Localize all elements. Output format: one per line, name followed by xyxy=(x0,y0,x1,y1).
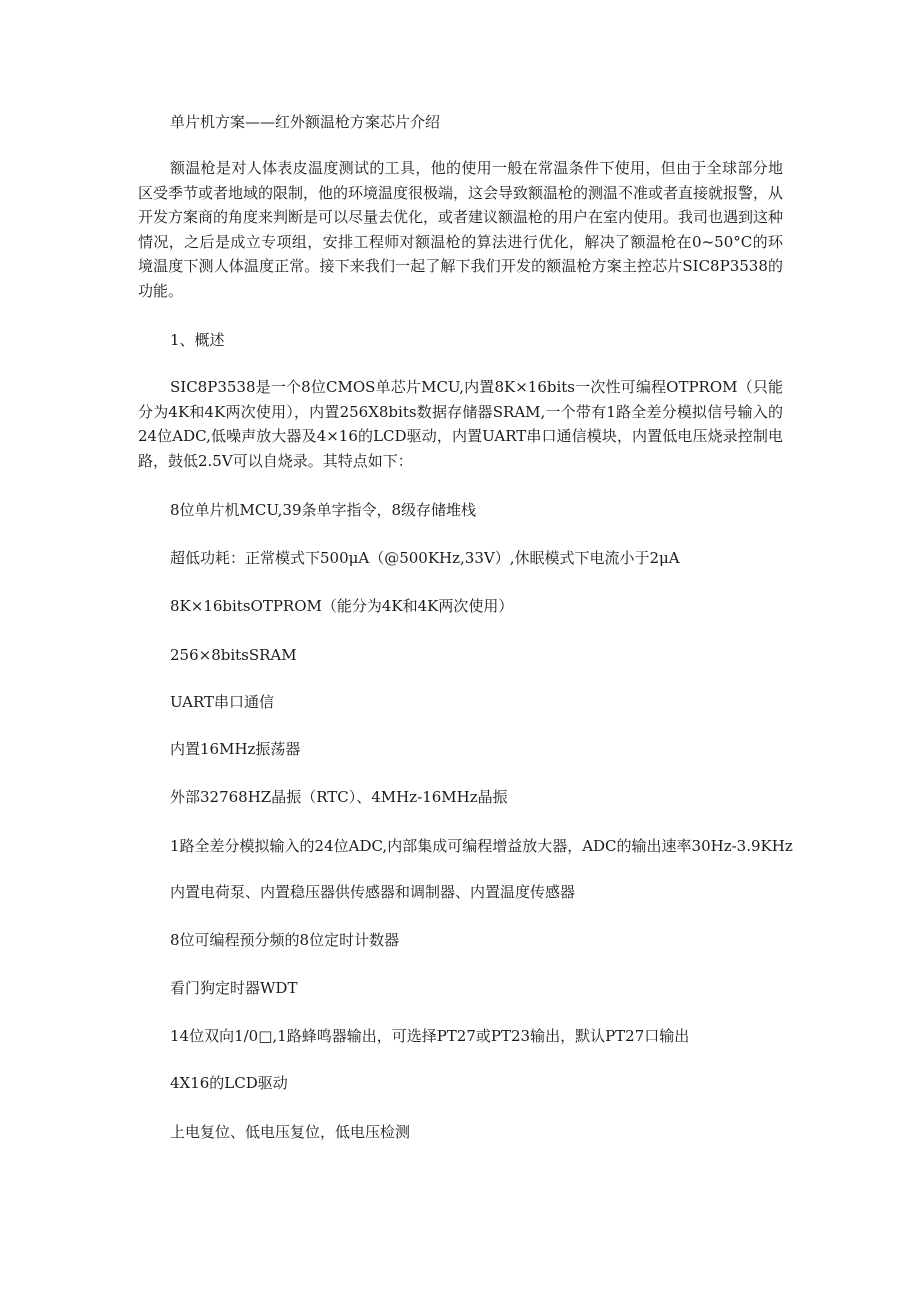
feature-item: 内置电荷泵、内置稳压器供传感器和调制器、内置温度传感器 xyxy=(170,883,576,901)
feature-item: 8K×16bitsOTPROM（能分为4K和4K两次使用） xyxy=(170,597,514,615)
feature-item: UART串口通信 xyxy=(170,693,275,711)
feature-item: 8位单片机MCU,39条单字指令，8级存储堆栈 xyxy=(170,501,477,519)
feature-item: 14位双向1/0□,1路蜂鸣器输出，可选择PT27或PT23输出，默认PT27口输出 xyxy=(170,1027,690,1045)
feature-item: 超低功耗：正常模式下500μA（@500KHz,33V）,休眠模式下电流小于2μA xyxy=(170,549,680,567)
document-title: 单片机方案——红外额温枪方案芯片介绍 xyxy=(170,113,441,131)
feature-item: 内置16MHz振荡器 xyxy=(170,740,301,758)
feature-item: 1路全差分模拟输入的24位ADC,内部集成可编程增益放大器，ADC的输出速率30Hz-3.9KHz xyxy=(170,837,793,855)
feature-item: 看门狗定时器WDT xyxy=(170,979,298,997)
feature-item: 上电复位、低电压复位，低电压检测 xyxy=(170,1123,411,1141)
feature-item: 256×8bitsSRAM xyxy=(170,646,297,664)
feature-item: 外部32768HZ晶振（RTC）、4MHz-16MHz晶振 xyxy=(170,788,508,806)
feature-item: 8位可编程预分频的8位定时计数器 xyxy=(170,931,400,949)
intro-paragraph: 额温枪是对人体表皮温度测试的工具，他的使用一般在常温条件下使用，但由于全球部分地区受季节或者地域的限制，他的环境温度很极端，这会导致额温枪的测温不准或者直接就报警，从开发方案商的角度来判断是可以尽量去优化，或者建议额温枪的用户在室内使用。我司也遇到这种情况，之后是成立专项组，安排工程师对额温枪的算法进行优化，解决了额温枪在0~50°C的环境温度下测人体温度正常。接下来我们一起了解下我们开发的额温枪方案主控芯片SIC8P3538的功能。 xyxy=(138,159,784,300)
overview-paragraph: SIC8P3538是一个8位CMOS单芯片MCU,内置8K×16bits一次性可编程OTPROM（只能分为4K和4K两次使用），内置256X8bits数据存储器SRAM,一个带有1路全差分模拟信号输入的24位ADC,低噪声放大器及4×16的LCD驱动，内置UART串口通信模块，内置低电压烧录控制电路，鼓低2.5V可以自烧录。其特点如下： xyxy=(138,378,783,470)
section-heading-overview: 1、概述 xyxy=(170,331,225,349)
feature-item: 4X16的LCD驱动 xyxy=(170,1074,288,1092)
